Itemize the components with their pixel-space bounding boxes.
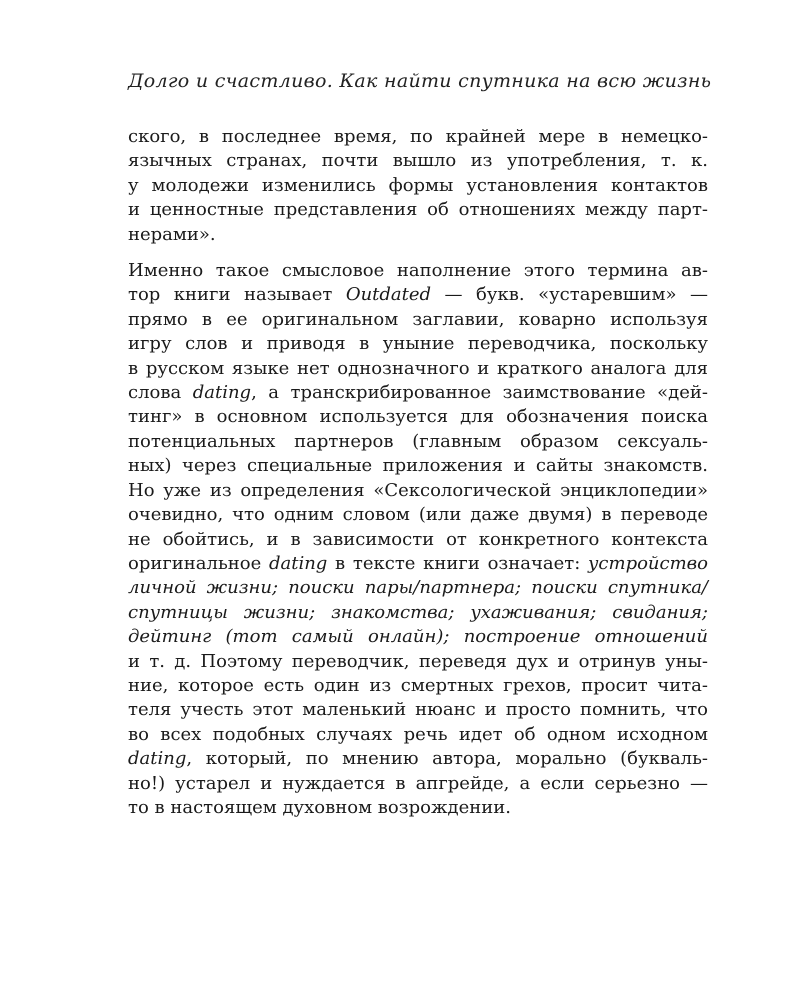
text-line (128, 454, 708, 478)
text-run: теля учесть этот маленький нюанс и просто помнить, что (128, 699, 708, 721)
text-run: во всех подобных случаях речь идет об одном исходном (128, 723, 708, 745)
text-run: ных) через специальные приложения и сайты знакомств. (128, 455, 708, 477)
page-body (128, 125, 708, 832)
text-line (128, 430, 708, 454)
text-line (128, 357, 708, 381)
text-run: прямо в ее оригинальном заглавии, коварно используя (128, 308, 708, 330)
text-run: тинг» в основном используется для обозначения поиска (128, 406, 708, 428)
text-run: оригинальное (128, 552, 269, 574)
text-line (128, 723, 708, 747)
italic-text: дейтинг (тот самый онлайн); построение отношений (128, 626, 708, 648)
text-run: у молодежи изменились формы установления контактов (128, 174, 708, 196)
text-run: Именно такое смысловое наполнение этого термина ав- (128, 260, 708, 282)
text-line (128, 308, 708, 332)
text-run: но!) устарел и нуждается в апгрейде, а если серьезно — (128, 772, 708, 794)
text-line (128, 650, 708, 674)
text-line (128, 503, 708, 527)
text-line (128, 479, 708, 503)
text-run: — букв. «устаревшим» — (431, 284, 708, 306)
text-line (128, 381, 708, 405)
text-run: игру слов и приводя в уныние переводчика, поскольку (128, 333, 708, 355)
text-run: ского, в последнее время, по крайней мере в немецко- (128, 126, 708, 147)
text-line (128, 796, 708, 820)
text-run: и ценностные представления об отношениях между парт- (128, 199, 708, 221)
text-line (128, 576, 708, 600)
text-line (128, 174, 708, 198)
text-line (128, 528, 708, 552)
italic-text: dating (268, 552, 328, 574)
paragraph (128, 125, 708, 247)
text-line (128, 283, 708, 307)
text-line (128, 198, 708, 222)
italic-text: личной жизни; поиски пары/партнера; поиски спутника/ (128, 577, 708, 599)
text-run: потенциальных партнеров (главным образом сексуаль- (128, 430, 708, 452)
text-line (128, 698, 708, 722)
italic-text: устройство (587, 552, 708, 574)
text-run: не обойтись, и в зависимости от конкретного контекста (128, 528, 708, 550)
text-line (128, 772, 708, 796)
text-line (128, 405, 708, 429)
text-run: , который, по мнению автора, морально (букваль- (186, 748, 708, 770)
text-line (128, 223, 708, 247)
text-line (128, 552, 708, 576)
text-run: тор книги называет (128, 284, 346, 306)
text-line (128, 625, 708, 649)
text-line (128, 747, 708, 771)
paragraph (128, 259, 708, 820)
text-run: очевидно, что одним словом (или даже двумя) в переводе (128, 504, 708, 526)
text-line (128, 674, 708, 698)
text-run: и т. д. Поэтому переводчик, переведя дух и отринув уны- (128, 650, 708, 672)
text-run: нерами». (128, 223, 216, 245)
text-line (128, 259, 708, 283)
text-run: Но уже из определения «Сексологической энциклопедии» (128, 479, 708, 501)
text-line (128, 149, 708, 173)
text-run: в русском языке нет однозначного и краткого аналога для (128, 357, 708, 379)
text-line (128, 125, 708, 149)
text-run: язычных странах, почти вышло из употребления, т. к. (128, 150, 708, 172)
text-run: , а транскрибированное заимствование «дей- (251, 382, 708, 404)
text-line (128, 332, 708, 356)
italic-text: dating (192, 382, 252, 404)
text-line (128, 601, 708, 625)
text-run: в тексте книги означает: (327, 552, 588, 574)
italic-text: спутницы жизни; знакомства; ухаживания; свидания; (128, 601, 708, 623)
text-run: слова (128, 382, 193, 404)
text-run: ние, которое есть один из смертных грехов, просит чита- (128, 674, 708, 696)
running-header: Долго и счастливо. Как найти спутника на всю жизнь (128, 70, 712, 92)
text-run: то в настоящем духовном возрождении. (128, 796, 511, 818)
italic-text: dating (128, 748, 187, 770)
italic-text: Outdated (345, 284, 432, 306)
